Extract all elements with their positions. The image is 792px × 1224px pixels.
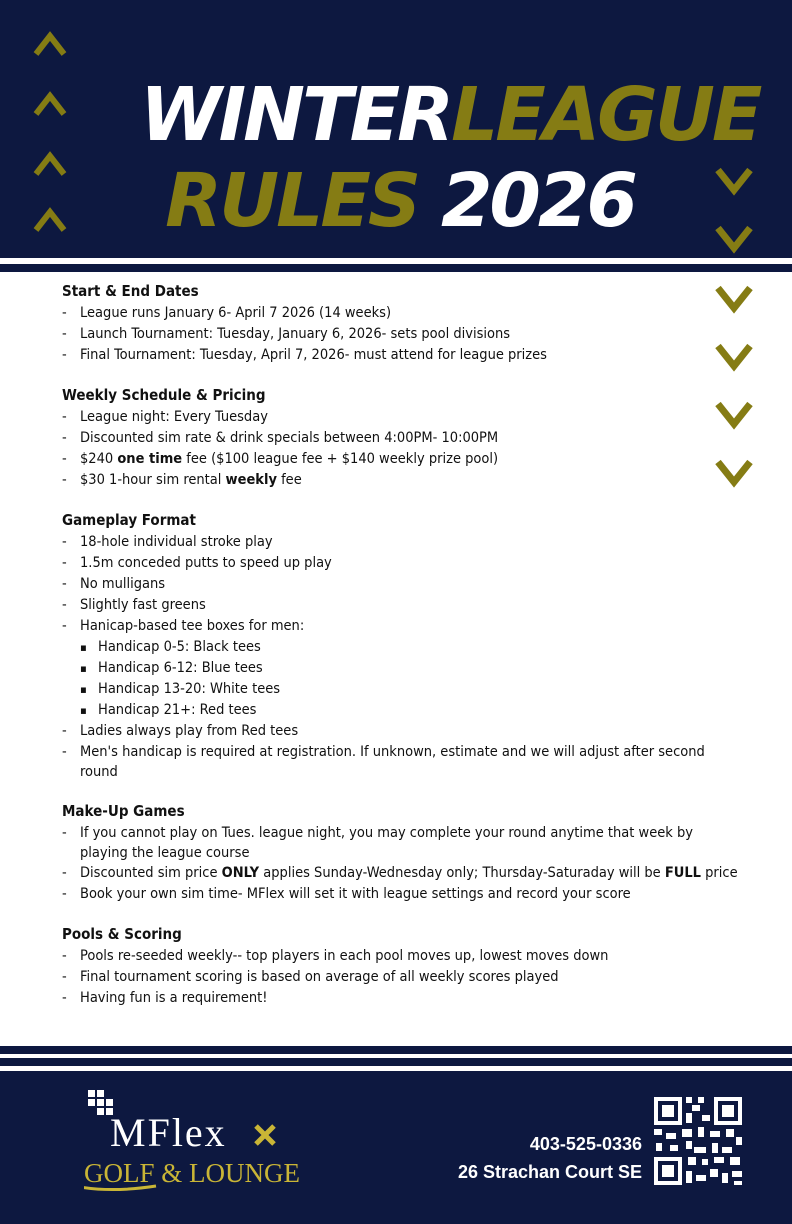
list-sub-item: ▪ Handicap 0-5: Black tees [62,637,742,658]
list-item: - Discounted sim rate & drink specials between 4:00PM- 10:00PM [62,428,742,449]
list-item: - Discounted sim price ONLY applies Sunday-Wednesday only; Thursday-Saturaday will be FULL price [62,863,742,884]
chevron-down-icon [713,216,755,258]
list-sub-item: ▪ Handicap 21+: Red tees [62,700,742,721]
title-line-2: RULES 2026 [165,158,635,244]
section-title: Start & End Dates [62,282,199,300]
list-item: - 18-hole individual stroke play [62,532,742,553]
chevron-up-icon [32,24,68,60]
phone-number[interactable]: 403-525-0336 [529,1134,642,1154]
section-makeup [62,802,742,905]
rules-content [62,282,742,1029]
list-sub-item: ▪ Handicap 6-12: Blue tees [62,658,742,679]
address: 26 Strachan Court SE [457,1162,642,1182]
chevron-up-icon [32,84,68,120]
list-item: - Hanicap-based tee boxes for men: [62,616,742,637]
mflex-logo [84,1088,314,1198]
list-item: - Having fun is a requirement! [62,988,742,1009]
list-item: - If you cannot play on Tues. league night, you may complete your round anytime that week by playing the league course [62,823,742,863]
list-item: - Final Tournament: Tuesday, April 7, 2026- must attend for league prizes [62,345,742,366]
chevron-up-icon [32,144,68,180]
list-item: - League runs January 6- April 7 2026 (14 weeks) [62,303,742,324]
chevron-down-icon [713,158,755,200]
list-item: - Ladies always play from Red tees [62,721,742,742]
list-item: - Launch Tournament: Tuesday, January 6, 2026- sets pool divisions [62,324,742,345]
list-item: - 1.5m conceded putts to speed up play [62,553,742,574]
section-gameplay [62,511,742,782]
section-pools [62,925,742,1009]
svg-text:MFlex: MFlex [110,1110,227,1155]
svg-text:GOLF & LOUNGE: GOLF & LOUNGE [84,1158,300,1188]
section-dates [62,282,742,366]
list-item: - Slightly fast greens [62,595,742,616]
qr-code-icon[interactable] [652,1095,744,1187]
section-title: Gameplay Format [62,511,196,529]
divider-stripe [0,1046,792,1054]
section-title: Make-Up Games [62,802,185,820]
chevron-up-icon [32,200,68,236]
list-item: - Book your own sim time- MFlex will set it with league settings and record your score [62,884,742,905]
list-item: - Final tournament scoring is based on average of all weekly scores played [62,967,742,988]
list-item: - No mulligans [62,574,742,595]
section-schedule [62,386,742,491]
section-title: Weekly Schedule & Pricing [62,386,266,404]
divider-stripe [0,1058,792,1066]
list-item: - Men's handicap is required at registration. If unknown, estimate and we will adjust after second round [62,742,742,782]
list-item: - League night: Every Tuesday [62,407,742,428]
section-title: Pools & Scoring [62,925,182,943]
list-sub-item: ▪ Handicap 13-20: White tees [62,679,742,700]
list-item: - Pools re-seeded weekly-- top players in each pool moves up, lowest moves down [62,946,742,967]
title-line-1: WINTERLEAGUE [140,72,760,158]
list-item: - $30 1-hour sim rental weekly fee [62,470,742,491]
divider-stripe [0,264,792,272]
list-item: - $240 one time fee ($100 league fee + $140 weekly prize pool) [62,449,742,470]
